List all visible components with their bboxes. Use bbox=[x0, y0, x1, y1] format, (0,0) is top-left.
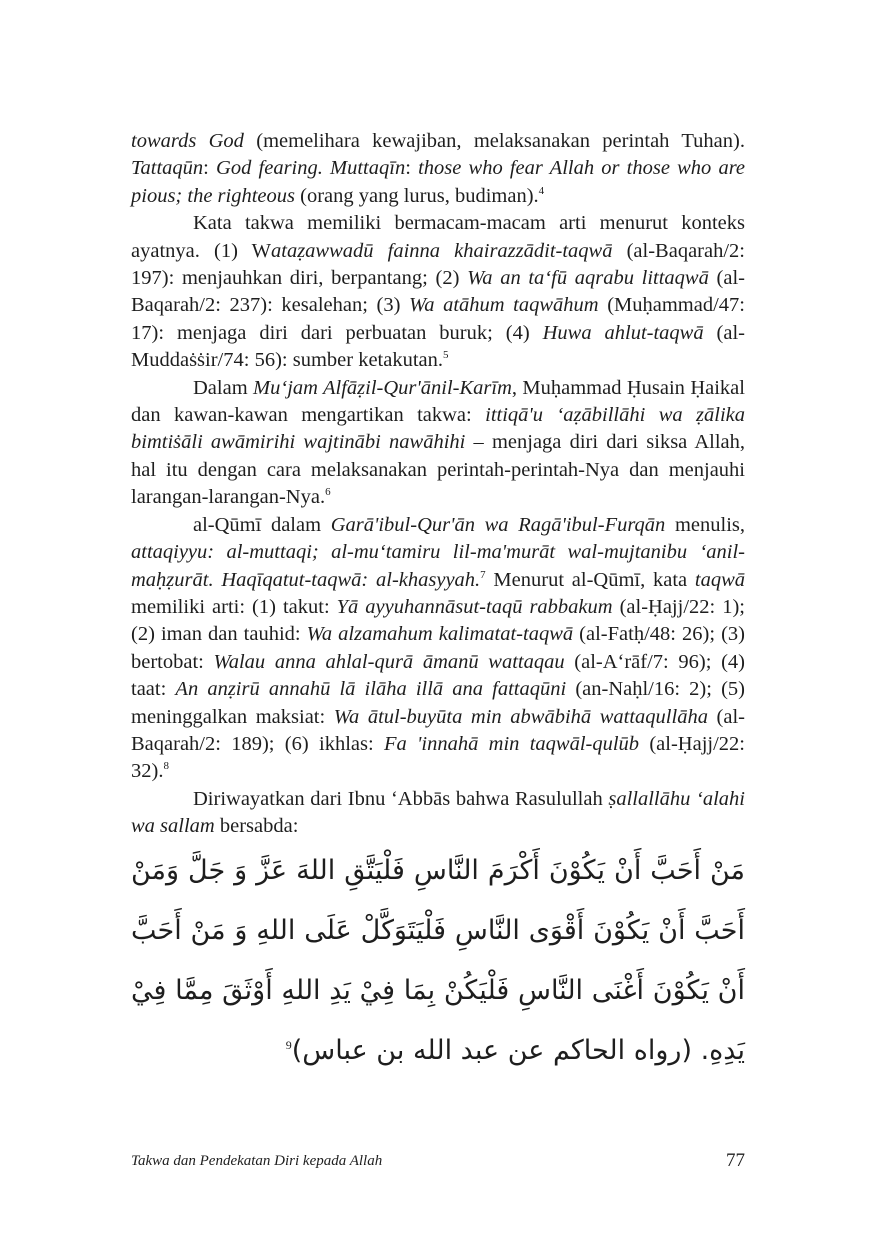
paragraph-1: towards God (memelihara kewajiban, melaksanakan perintah Tuhan). Tattaqūn: God fearing. Muttaqīn: those who fear Allah or those who are pious; the righteous (orang yang lurus, budiman).$^4$ bbox=[131, 130, 746, 207]
footnote-ref: 7 bbox=[480, 568, 486, 581]
page-number: 77 bbox=[726, 1150, 745, 1171]
body-text bbox=[131, 128, 745, 1081]
footnote-ref: 4 bbox=[538, 184, 545, 197]
footnote-ref: 8 bbox=[163, 760, 169, 773]
paragraph-2: Kata takwa memiliki bermacam-macam arti menurut konteks ayatnya. (1) Wataẓawwadū fainna khairazzādit-taqwā (al-Baqarah/2: 197): menjauhkan diri, berpantang; (2) Wa an ta‘fū aqrabu littaqwā (al-Baqarah/2: 237): kesalehan; (3) Wa atāhum taqwāhum (Muḥammad/47: 17): menjaga diri dari perbuatan buruk; (4) Huwa ahlut-taqwā (al-Muddaṡṡir/74: 56): sumber ketakutan.$^5$ bbox=[131, 212, 745, 372]
footnote-ref: 9 bbox=[285, 1037, 292, 1052]
footnote-ref: 5 bbox=[443, 349, 449, 362]
paragraph-4: al-Qūmī dalam Garā'ibul-Qur'ān wa Ragā'ibul-Furqān menulis, attaqiyyu: al-muttaqi; al-mu‘tamiru lil-ma'murāt wal-mujtanibu ‘anil-maḥẓurāt. Haqīqatut-taqwā: al-khasyyah.$^7$ Menurut al-Qūmī, kata taqwā memiliki arti: (1) takut: Yā ayyuhannāsut-taqū rabbakum (al-Ḥajj/22: 1); (2) iman dan tauhid: Wa alzamahum kalimatat-taqwā (al-Fatḥ/48: 26); (3) bertobat: Walau anna ahlal-qurā āmanū wattaqau (al-A‘rāf/7: 96); (4) taat: An anẓirū annahū lā ilāha illā ana fattaqūni (an-Naḥl/16: 2); (5) meninggalkan maksiat: Wa ātul-buyūta min abwābihā wattaqullāha (al-Baqarah/2: 189); (6) ikhlas: Fa 'innahā min taqwāl-qulūb (al-Ḥajj/22: 32).$^8$ bbox=[131, 513, 745, 783]
paragraph-5: Diriwayatkan dari Ibnu ‘Abbās bahwa Rasulullah ṣallallāhu ‘alahi wa sallam bersabda: bbox=[131, 787, 745, 838]
running-footer-title: Takwa dan Pendekatan Diri kepada Allah bbox=[131, 1153, 383, 1169]
footnote-ref: 6 bbox=[325, 486, 331, 499]
paragraph-3: Dalam Mu‘jam Alfāẓil-Qur'ānil-Karīm, Muḥammad Ḥusain Ḥaikal dan kawan-kawan mengartikan takwa: ittiqā'u ‘aẓābillāhi wa ẓālika bimtiṡāli awāmirihi wajtinābi nawāhihi – menjaga diri dari siksa Allah, hal itu dengan cara melaksanakan perintah-perintah-Nya dan menjauhi larangan-larangan-Nya.$^6$ bbox=[131, 376, 745, 509]
hadith-arabic: مَنْ أَحَبَّ أَنْ يَكُوْنَ أَكْرَمَ النَّاسِ فَلْيَتَّقِ اللهَ عَزَّ وَ جَلَّ وَمَنْ أَحَبَّ أَنْ يَكُوْنَ أَقْوَى النَّاسِ فَلْيَتَوَكَّلْ عَلَى اللهِ وَ مَنْ أَحَبَّ أَنْ يَكُوْنَ أَغْنَى النَّاسِ فَلْيَكُنْ بِمَا فِيْ يَدِ اللهِ أَوْثَقَ مِمَّا فِيْ يَدِهِ. (رواه الحاكم عن عبد الله بن عباس)$^9$ bbox=[131, 854, 745, 1066]
